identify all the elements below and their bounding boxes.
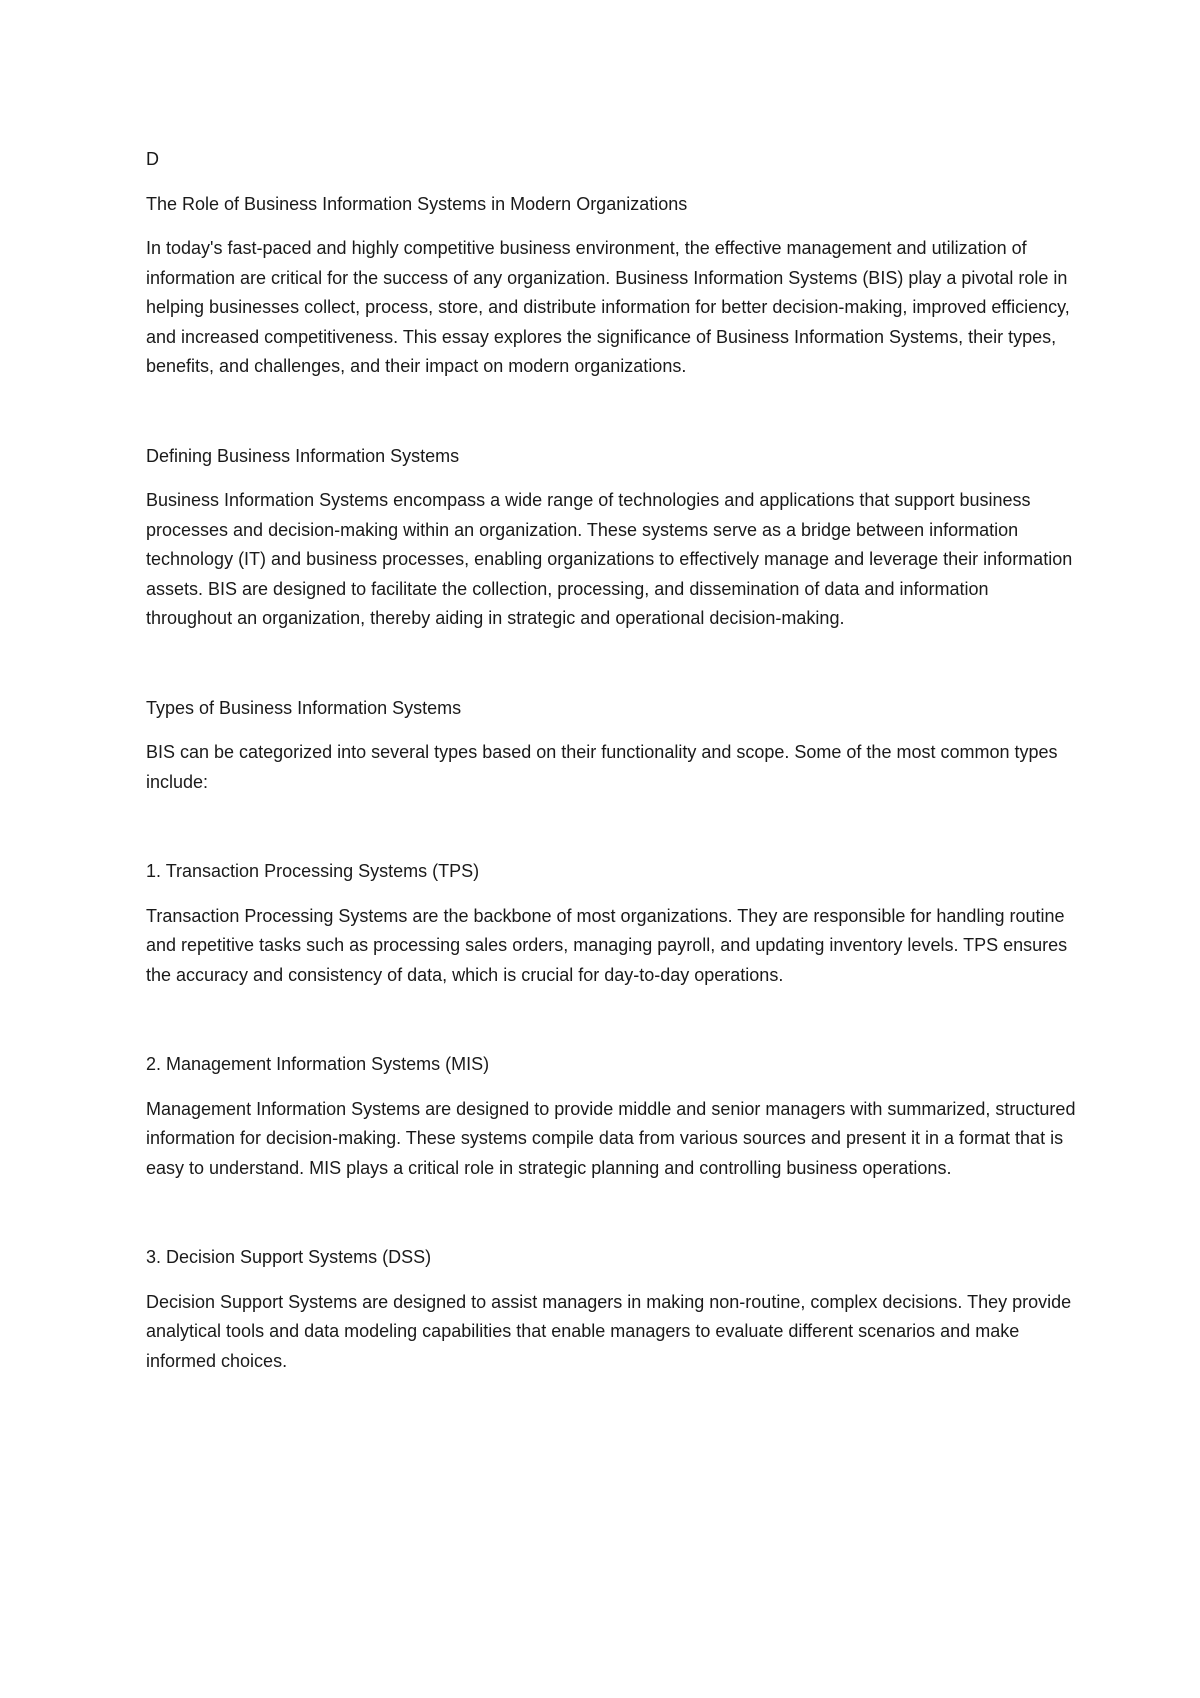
section-heading-defining: Defining Business Information Systems <box>146 445 460 466</box>
document-title: The Role of Business Information Systems in Modern Organizations <box>146 193 688 214</box>
intro-paragraph: In today's fast-paced and highly competitive business environment, the effective management and utilization of information are critical for the success of any organization. Business Information Systems (BIS) play a pivotal role in helping businesses collect, process, store, and distribute information for better decision-making, improved efficiency, and increased competitiveness. This essay explores the significance of Business Information Systems, their types, benefits, and challenges, and their impact on modern organizations. <box>146 238 1070 376</box>
document-content <box>146 145 1076 1376</box>
section-spacer <box>146 382 1076 442</box>
section-spacer <box>146 1183 1076 1243</box>
section-heading-tps: 1. Transaction Processing Systems (TPS) <box>146 861 480 881</box>
section-body-mis: Management Information Systems are designed to provide middle and senior managers with summarized, structured information for decision-making. These systems compile data from various sources and present it in a format that is easy to understand. MIS plays a critical role in strategic planning and controlling business operations. <box>146 1098 1076 1178</box>
section-spacer <box>146 990 1076 1050</box>
section-body-types: BIS can be categorized into several types based on their functionality and scope. Some of the most common types include: <box>146 742 1058 792</box>
section-body-tps: Transaction Processing Systems are the backbone of most organizations. They are responsible for handling routine and repetitive tasks such as processing sales orders, managing payroll, and updating inventory levels. TPS ensures the accuracy and consistency of data, which is crucial for day-to-day operations. <box>146 905 1068 985</box>
section-body-dss: Decision Support Systems are designed to assist managers in making non-routine, complex decisions. They provide analytical tools and data modeling capabilities that enable managers to evaluate different scenarios and make informed choices. <box>146 1291 1072 1371</box>
section-body-defining: Business Information Systems encompass a wide range of technologies and applications that support business processes and decision-making within an organization. These systems serve as a bridge between information technology (IT) and business processes, enabling organizations to effectively manage and leverage their information assets. BIS are designed to facilitate the collection, processing, and dissemination of data and information throughout an organization, thereby aiding in strategic and operational decision-making. <box>146 490 1073 628</box>
section-spacer <box>146 634 1076 694</box>
document-letter: D <box>146 149 159 169</box>
section-heading-types: Types of Business Information Systems <box>146 697 462 718</box>
section-heading-dss: 3. Decision Support Systems (DSS) <box>146 1247 432 1267</box>
section-spacer <box>146 797 1076 857</box>
section-heading-mis: 2. Management Information Systems (MIS) <box>146 1054 490 1074</box>
